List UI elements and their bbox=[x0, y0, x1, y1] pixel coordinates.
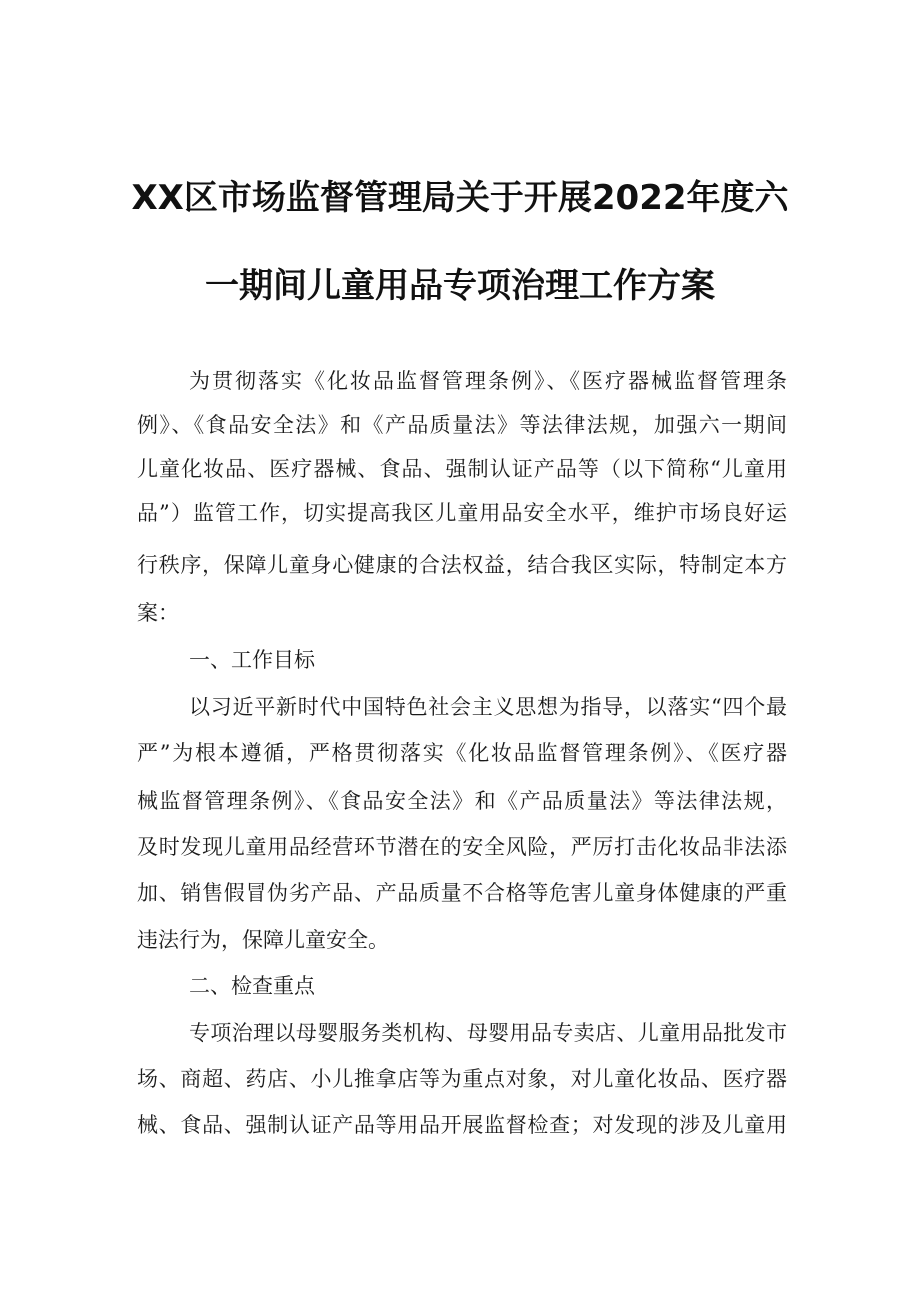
document-title-line-1: XX区市场监督管理局关于开展2022年度六 bbox=[131, 178, 789, 218]
section1-paragraph-line: 以习近平新时代中国特色社会主义思想为指导，以落实“四个最 bbox=[189, 695, 787, 719]
section2-paragraph-line: 场、商超、药店、小儿推拿店等为重点对象，对儿童化妆品、医疗器 bbox=[137, 1067, 787, 1091]
intro-paragraph-line: 品”）监管工作，切实提高我区儿童用品安全水平，维护市场良好运 bbox=[137, 501, 787, 525]
intro-paragraph-line: 为贯彻落实《化妆品监督管理条例》、《医疗器械监督管理条 bbox=[189, 369, 787, 393]
section1-paragraph-line: 及时发现儿童用品经营环节潜在的安全风险，严厉打击化妆品非法添 bbox=[137, 835, 787, 859]
section1-paragraph-line: 加、销售假冒伪劣产品、产品质量不合格等危害儿童身体健康的严重 bbox=[137, 881, 787, 905]
intro-paragraph-line: 例》、《食品安全法》和《产品质量法》等法律法规，加强六一期间 bbox=[137, 413, 787, 437]
section2-paragraph-line: 械、食品、强制认证产品等用品开展监督检查；对发现的涉及儿童用 bbox=[137, 1113, 787, 1137]
section2-paragraph-line: 专项治理以母婴服务类机构、母婴用品专卖店、儿童用品批发市 bbox=[189, 1021, 787, 1045]
section1-paragraph-line: 违法行为，保障儿童安全。 bbox=[137, 928, 389, 952]
intro-paragraph-line: 案： bbox=[137, 601, 179, 625]
section-heading-goals: 一、工作目标 bbox=[189, 648, 315, 672]
section1-paragraph-line: 械监督管理条例》、《食品安全法》和《产品质量法》等法律法规， bbox=[137, 789, 787, 813]
section1-paragraph-line: 严”为根本遵循，严格贯彻落实《化妆品监督管理条例》、《医疗器 bbox=[137, 741, 787, 765]
intro-paragraph-line: 行秩序，保障儿童身心健康的合法权益，结合我区实际，特制定本方 bbox=[137, 553, 787, 577]
intro-paragraph-line: 儿童化妆品、医疗器械、食品、强制认证产品等（以下简称“儿童用 bbox=[137, 457, 787, 481]
section-heading-inspection-focus: 二、检查重点 bbox=[189, 974, 315, 998]
document-title-line-2: 一期间儿童用品专项治理工作方案 bbox=[205, 266, 715, 306]
